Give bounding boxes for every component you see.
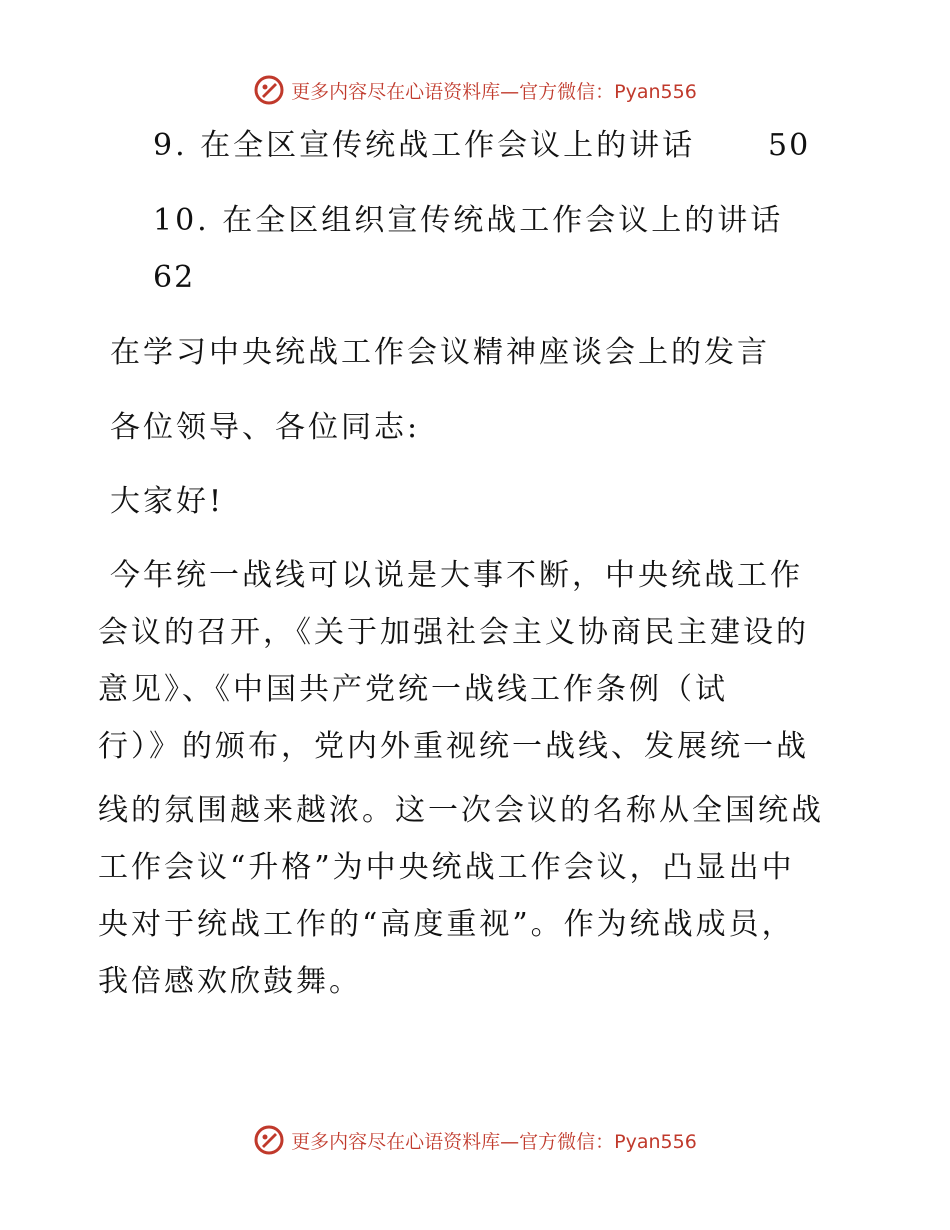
toc-item-10-page: 62 xyxy=(153,260,196,295)
salutation: 各位领导、各位同志: xyxy=(110,410,421,445)
greeting: 大家好! xyxy=(110,484,225,519)
footer-banner xyxy=(0,1120,950,1160)
header-banner-text: 更多内容尽在心语资料库—官方微信：Pyan556 xyxy=(291,80,697,103)
paragraph-line-8: 我倍感欢欣鼓舞。 xyxy=(98,964,362,999)
article-title: 在学习中央统战工作会议精神座谈会上的发言 xyxy=(110,335,770,370)
paragraph-line-2: 会议的召开，《关于加强社会主义协商民主建设的 xyxy=(98,615,809,650)
logo-icon xyxy=(253,1124,285,1156)
logo-icon xyxy=(253,74,285,106)
paragraph-line-1: 今年统一战线可以说是大事不断，中央统战工作 xyxy=(110,558,803,593)
paragraph-line-3: 意见》、《中国共产党统一战线工作条例（试 xyxy=(98,672,728,707)
toc-item-10: 10. 在全区组织宣传统战工作会议上的讲话 xyxy=(153,203,784,238)
paragraph-line-7: 央对于统战工作的“高度重视”。作为统战成员， xyxy=(98,907,795,942)
header-banner xyxy=(0,70,950,110)
toc-item-9: 9. 在全区宣传统战工作会议上的讲话 xyxy=(153,128,696,163)
paragraph-line-5: 线的氛围越来越浓。这一次会议的名称从全国统战 xyxy=(98,793,824,828)
paragraph-line-6: 工作会议“升格”为中央统战工作会议，凸显出中 xyxy=(98,850,795,885)
footer-banner-text: 更多内容尽在心语资料库—官方微信：Pyan556 xyxy=(291,1130,697,1153)
toc-item-9-page: 50 xyxy=(768,128,811,163)
paragraph-line-4: 行）》的颁布，党内外重视统一战线、发展统一战 xyxy=(98,729,809,764)
